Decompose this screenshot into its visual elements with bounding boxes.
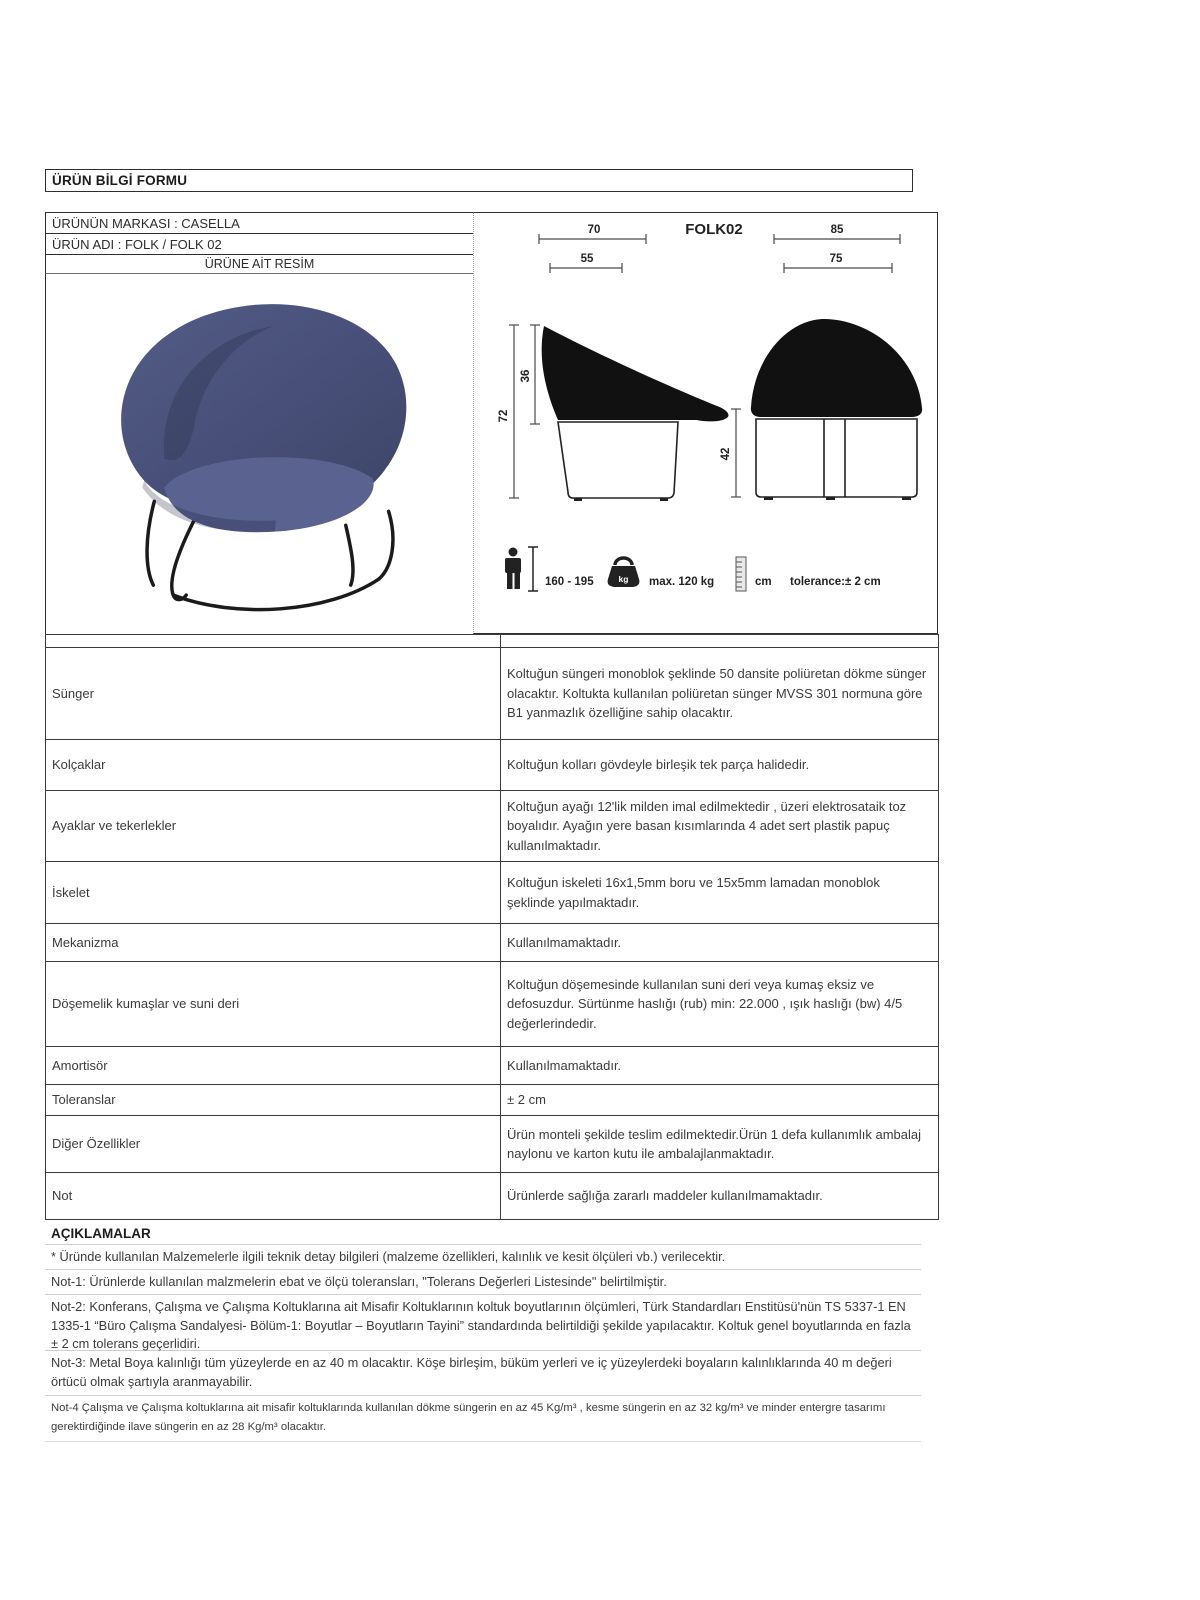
note-item: Not-2: Konferans, Çalışma ve Çalışma Koltuklarına ait Misafir Koltuklarının koltuk boyutlarının ölçümleri, Türk Standardları Enstitüsü'nün TS 5337-1 EN 1335-1 “Büro Çalışma Sandalyesi- Bölüm-1: Boyutlar – Boyutların Tayini” standardında belirtildiği şekilde yapılacaktır. Koltuk genel boyutlarında en fazla ± 2 cm tolerans geçerlidiri. bbox=[45, 1295, 921, 1351]
note-item: * Üründe kullanılan Malzemelerle ilgili teknik detay bilgileri (malzeme özellikleri, kalınlık ve kesit ölçüleri vb.) verilecektir. bbox=[45, 1245, 921, 1270]
dim-75: 75 bbox=[829, 253, 843, 265]
image-header-row: ÜRÜNE AİT RESİM bbox=[45, 254, 474, 274]
tolerance-label: tolerance:± 2 cm bbox=[790, 576, 881, 588]
product-name-row: ÜRÜN ADI : FOLK / FOLK 02 bbox=[45, 233, 474, 255]
notes-header: AÇIKLAMALAR bbox=[45, 1221, 921, 1245]
dim-72: 72 bbox=[498, 409, 510, 423]
notes-section bbox=[45, 1221, 921, 1442]
person-range-label: 160 - 195 bbox=[545, 576, 594, 588]
spec-text: Ürünlerde sağlığa zararlı maddeler kullanılmamaktadır. bbox=[501, 1173, 939, 1220]
weight-icon bbox=[608, 558, 640, 587]
note-item: Not-1: Ürünlerde kullanılan malzmelerin ebat ve ölçü toleransları, "Tolerans Değerleri Listesinde" belirtilmiştir. bbox=[45, 1270, 921, 1295]
spec-label: Not bbox=[46, 1173, 501, 1220]
spec-text: Ürün monteli şekilde teslim edilmektedir.Ürün 1 defa kullanımlık ambalaj naylonu ve karton kutu ile ambalajlanmaktadır. bbox=[501, 1116, 939, 1173]
spec-label: Sünger bbox=[46, 648, 501, 740]
dim-42: 42 bbox=[720, 447, 732, 461]
dim-85: 85 bbox=[830, 224, 844, 236]
spec-label: Ayaklar ve tekerlekler bbox=[46, 791, 501, 862]
spec-label: Döşemelik kumaşlar ve suni deri bbox=[46, 962, 501, 1047]
spec-text: Koltuğun döşemesinde kullanılan suni deri veya kumaş eksiz ve defosuzdur. Sürtünme haslığı (rub) min: 22.000 , ışık haslığı (bw) 4/5 değerlerindedir. bbox=[501, 962, 939, 1047]
spec-label: Diğer Özellikler bbox=[46, 1116, 501, 1173]
gap-cell bbox=[501, 635, 939, 648]
spec-text: Kullanılmamaktadır. bbox=[501, 924, 939, 962]
spec-label: İskelet bbox=[46, 862, 501, 924]
note-item: Not-3: Metal Boya kalınlığı tüm yüzeylerde en az 40 m olacaktır. Köşe birleşim, büküm yerleri ve iç yüzeylerdeki boyaların kalınlıklarında 40 m değeri örtücü olmak şartıyla aranmayabilir. bbox=[45, 1351, 921, 1396]
spec-label: Amortisör bbox=[46, 1047, 501, 1085]
spec-label: Mekanizma bbox=[46, 924, 501, 962]
spec-text: Kullanılmamaktadır. bbox=[501, 1047, 939, 1085]
product-photo-chair bbox=[46, 274, 474, 633]
drawing-model-label: FOLK02 bbox=[685, 221, 743, 238]
technical-drawing-box bbox=[473, 212, 938, 634]
unit-label: cm bbox=[755, 576, 772, 588]
form-title-row: ÜRÜN BİLGİ FORMU bbox=[45, 169, 913, 192]
spec-text: Koltuğun süngeri monoblok şeklinde 50 dansite poliüretan dökme sünger olacaktır. Koltukta kullanılan poliüretan sünger MVSS 301 normuna göre B1 yanmazlık özelliğine sahip olacaktır. bbox=[501, 648, 939, 740]
gap-cell bbox=[46, 635, 501, 648]
spec-text: Koltuğun iskeleti 16x1,5mm boru ve 15x5mm lamadan monoblok şeklinde yapılmaktadır. bbox=[501, 862, 939, 924]
spec-text: Koltuğun ayağı 12'lik milden imal edilmektedir , üzeri elektrosataik toz boyalıdır. Ayağın yere basan kısımlarında 4 adet sert plastik papuç kullanılmaktadır. bbox=[501, 791, 939, 862]
ruler-icon bbox=[736, 557, 746, 591]
dim-36: 36 bbox=[520, 369, 532, 383]
spec-label: Toleranslar bbox=[46, 1085, 501, 1116]
spec-table bbox=[45, 634, 939, 1220]
chair-front-view bbox=[751, 319, 922, 500]
technical-drawing bbox=[474, 213, 936, 632]
spec-text: Koltuğun kolları gövdeyle birleşik tek parça halidedir. bbox=[501, 740, 939, 791]
person-height-icon bbox=[505, 548, 521, 590]
product-photo-cell bbox=[45, 274, 474, 634]
note-item: Not-4 Çalışma ve Çalışma koltuklarına ait misafir koltuklarında kullanılan dökme süngerin en az 45 Kg/m³ , kesme süngerin en az 32 kg/m³ ve minder entergre tasarımı gerektirdiğinde ilave süngerin en az 28 Kg/m³ olacaktır. bbox=[45, 1396, 921, 1442]
chair-side-view bbox=[542, 326, 729, 501]
spec-text: ± 2 cm bbox=[501, 1085, 939, 1116]
brand-row: ÜRÜNÜN MARKASI : CASELLA bbox=[45, 212, 474, 234]
weight-unit-label: kg bbox=[618, 574, 629, 584]
dim-55: 55 bbox=[580, 253, 594, 265]
dim-70: 70 bbox=[587, 224, 601, 236]
max-weight-label: max. 120 kg bbox=[649, 576, 715, 588]
spec-label: Kolçaklar bbox=[46, 740, 501, 791]
